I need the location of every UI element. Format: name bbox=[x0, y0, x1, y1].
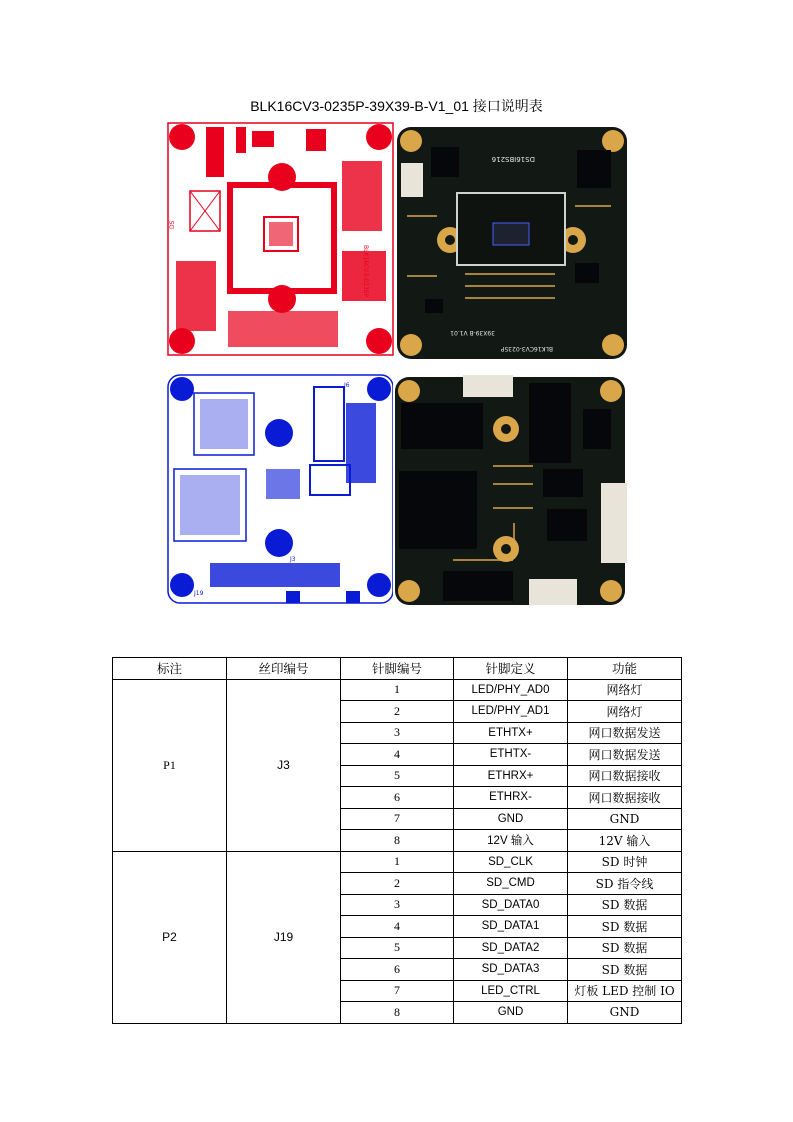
pin-number: 1 bbox=[341, 679, 454, 701]
pin-definition: SD_DATA3 bbox=[454, 959, 568, 981]
pin-number: 4 bbox=[341, 916, 454, 938]
pin-function: SD 时钟 bbox=[568, 851, 682, 873]
top-board-photo bbox=[395, 125, 629, 361]
table-row bbox=[113, 851, 682, 873]
group-label-p1: P1 bbox=[113, 679, 227, 851]
pin-function: GND bbox=[568, 808, 682, 830]
header-pin: 针脚编号 bbox=[341, 658, 454, 680]
pin-function: 灯板 LED 控制 IO bbox=[568, 980, 682, 1002]
pin-number: 5 bbox=[341, 765, 454, 787]
header-pin-def: 针脚定义 bbox=[454, 658, 568, 680]
pin-function: SD 数据 bbox=[568, 959, 682, 981]
pin-definition: SD_DATA2 bbox=[454, 937, 568, 959]
pin-function: SD 指令线 bbox=[568, 873, 682, 895]
pin-definition: ETHTX+ bbox=[454, 722, 568, 744]
pin-function: 12V 输入 bbox=[568, 830, 682, 852]
pin-definition: ETHRX- bbox=[454, 787, 568, 809]
interface-table bbox=[112, 657, 682, 1024]
bottom-layout-silk-c: J19 bbox=[194, 590, 204, 597]
pin-definition: LED_CTRL bbox=[454, 980, 568, 1002]
bottom-board-photo bbox=[393, 373, 627, 609]
pin-function: SD 数据 bbox=[568, 937, 682, 959]
pin-number: 2 bbox=[341, 701, 454, 723]
pin-definition: SD_CMD bbox=[454, 873, 568, 895]
pin-function: GND bbox=[568, 1002, 682, 1024]
bottom-layout-silk-a: J6 bbox=[344, 382, 350, 389]
bottom-layer-layout-image bbox=[166, 373, 395, 605]
pin-number: 2 bbox=[341, 873, 454, 895]
pin-definition: LED/PHY_AD1 bbox=[454, 701, 568, 723]
pin-function: 网络灯 bbox=[568, 701, 682, 723]
top-layer-layout-image bbox=[166, 121, 395, 357]
pin-number: 1 bbox=[341, 851, 454, 873]
pin-number: 3 bbox=[341, 894, 454, 916]
pin-number: 7 bbox=[341, 808, 454, 830]
group-label-p2: P2 bbox=[113, 851, 227, 1023]
pin-number: 4 bbox=[341, 744, 454, 766]
pin-function: 网口数据接收 bbox=[568, 765, 682, 787]
pin-definition: 12V 输入 bbox=[454, 830, 568, 852]
pin-definition: ETHTX- bbox=[454, 744, 568, 766]
top-photo-silk-a: DS16IBS216 bbox=[491, 155, 535, 163]
table-header-row bbox=[113, 658, 682, 680]
pin-number: 8 bbox=[341, 1002, 454, 1024]
pin-definition: ETHRX+ bbox=[454, 765, 568, 787]
pin-function: 网口数据发送 bbox=[568, 722, 682, 744]
group-silk-j19: J19 bbox=[227, 851, 341, 1023]
pin-definition: GND bbox=[454, 808, 568, 830]
pin-function: 网络灯 bbox=[568, 679, 682, 701]
pin-definition: LED/PHY_AD0 bbox=[454, 679, 568, 701]
pin-definition: SD_DATA1 bbox=[454, 916, 568, 938]
pin-number: 5 bbox=[341, 937, 454, 959]
pin-definition: SD_CLK bbox=[454, 851, 568, 873]
table-row bbox=[113, 679, 682, 701]
pin-number: 6 bbox=[341, 787, 454, 809]
header-silk: 丝印编号 bbox=[227, 658, 341, 680]
bottom-layout-silk-b: J3 bbox=[290, 556, 296, 563]
group-silk-j3: J3 bbox=[227, 679, 341, 851]
pin-function: SD 数据 bbox=[568, 916, 682, 938]
pin-number: 7 bbox=[341, 980, 454, 1002]
top-layout-silk-b: BLK16CV3-0235P bbox=[362, 245, 369, 298]
pin-function: 网口数据接收 bbox=[568, 787, 682, 809]
top-layout-silk-a: DS bbox=[169, 220, 176, 229]
page-title: BLK16CV3-0235P-39X39-B-V1_01 接口说明表 bbox=[250, 98, 543, 114]
pin-number: 8 bbox=[341, 830, 454, 852]
pin-definition: GND bbox=[454, 1002, 568, 1024]
pin-number: 3 bbox=[341, 722, 454, 744]
pin-function: 网口数据发送 bbox=[568, 744, 682, 766]
top-photo-silk-b: 39X39-B V1.01 bbox=[450, 329, 495, 336]
header-function: 功能 bbox=[568, 658, 682, 680]
pin-function: SD 数据 bbox=[568, 894, 682, 916]
header-label: 标注 bbox=[113, 658, 227, 680]
top-photo-silk-c: BLK16CV3-0235P bbox=[500, 345, 553, 352]
pin-definition: SD_DATA0 bbox=[454, 894, 568, 916]
pin-number: 6 bbox=[341, 959, 454, 981]
